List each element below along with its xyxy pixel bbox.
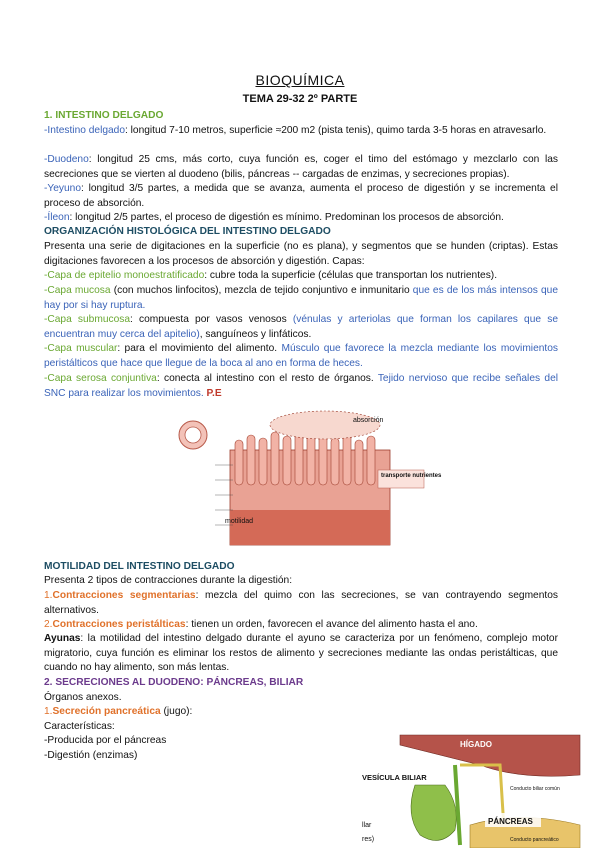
text-capa-mucosa: (con muchos linfocitos), mezcla de tejido conjuntivo e inmunitario: [110, 285, 413, 296]
note-capa-mucosa: que es de los más intensos que hay por si hay ruptura.: [44, 285, 558, 311]
list-item-digestion: -Digestión (enzimas): [44, 750, 138, 761]
term-capa-serosa: -Capa serosa conjuntiva: [44, 373, 157, 384]
text-ayunas: : la motilidad del intestino delgado durante el ayuno se caracteriza por un fenómeno, complejo motor migratorio, cuya función es eliminar los restos de alimento y secreciones mediante las ondas peristálticas, que cuando no hay alimento, son más lentas.: [44, 633, 558, 674]
num-sec1: 1.: [44, 706, 53, 717]
paragraph-ileon: [44, 211, 558, 226]
term-secrecion-pancreatica: Secreción pancreática: [52, 706, 161, 717]
term-ileon: -Íleon: [44, 212, 70, 223]
document-subtitle: TEMA 29-32 2º PARTE: [242, 93, 358, 105]
paragraph-yeyuno: [44, 182, 558, 211]
note-capa-serosa: Tejido nervioso que recibe señales del SNC para realizar los movimientos.: [44, 373, 558, 399]
paragraph-capa-mucosa: [44, 284, 558, 313]
note-capa-muscular: Músculo que favorece la mezcla mediante los movimientos peristálticos que hace que llegue de la boca al ano en forma de heces.: [44, 343, 558, 369]
num-mot1: 1.: [44, 590, 53, 601]
paragraph-intestino-delgado: [44, 124, 558, 139]
text-capa-submucosa-2: , sanguíneos y linfáticos.: [199, 328, 312, 340]
paragraph-capa-submucosa: [44, 313, 558, 342]
note-pe: P.E: [203, 387, 222, 399]
text-secrecion-pancreatica: (jugo):: [160, 706, 193, 717]
liver-pancreas-illustration: [360, 735, 580, 848]
text-capa-submucosa: : compuesta por vasos venosos: [130, 314, 293, 325]
num-mot2: 2.: [44, 619, 53, 630]
label-pancreas: PÁNCREAS: [488, 817, 533, 826]
label-vesicula: [362, 773, 427, 782]
paragraph-organos-anexos: Órganos anexos.: [44, 692, 122, 703]
section-heading-intestino: 1. INTESTINO DELGADO: [44, 110, 164, 121]
term-capa-epitelio: -Capa de epitelio monoestratificado: [44, 270, 205, 281]
paragraph-organizacion: Presenta una serie de digitaciones en la superficie (no es plana), y segmentos que se hunden (criptas). Estas digitaciones favorecen a los procesos de absorción y digestión. Capas:: [44, 241, 558, 267]
term-duodeno: -Duodeno: [44, 154, 89, 165]
term-capa-mucosa: -Capa mucosa: [44, 285, 111, 296]
label-higado: HÍGADO: [460, 740, 492, 749]
list-item-producida: -Producida por el páncreas: [44, 735, 167, 746]
paragraph-secrecion-pancreatica: [44, 705, 558, 720]
label-cut-2: res): [362, 836, 375, 843]
note-capa-submucosa: (vénulas y arteriolas que forman los capilares que se encuentran muy cerca del apitelio): [44, 314, 558, 340]
term-yeyuno: -Yeyuno: [44, 183, 82, 194]
paragraph-capa-serosa: [44, 372, 558, 401]
text-capa-epitelio: : cubre toda la superficie (células que transportan los nutrientes).: [204, 270, 498, 281]
text-ileon: : longitud 2/5 partes, el proceso de digestión es mínimo. Predominan los procesos de absorción.: [69, 212, 504, 223]
section-heading-organizacion: ORGANIZACIÓN HISTOLÓGICA DEL INTESTINO DELGADO: [44, 226, 331, 237]
label-absorcion: absorción: [353, 417, 384, 424]
label-caracteristicas: Características:: [44, 721, 115, 732]
intestine-wall-illustration: [175, 410, 442, 550]
text-intestino: : longitud 7-10 metros, superficie ≈200 m2 (pista tenis), quimo tarda 3-5 horas en atravesarlo.: [125, 125, 547, 136]
text-duodeno: : longitud 25 cms, más corto, cuya función es, coger el timo del estómago y mezclarlo con las secreciones que se vierten al duodeno (bilis, páncreas -- cargadas de enzimas, y secreciones propias).: [44, 154, 558, 180]
text-contracciones-segmentarias: : mezcla del quimo con las secreciones, se van contrayendo segmentos alternativos.: [44, 590, 558, 616]
text-capa-muscular: : para el movimiento del alimento.: [117, 343, 282, 354]
paragraph-capa-muscular: [44, 342, 558, 371]
label-vesicula-text: VESÍCULA BILIAR: [362, 773, 427, 782]
term-capa-submucosa: -Capa submucosa: [44, 314, 131, 325]
term-intestino: -Intestino delgado: [44, 125, 125, 136]
term-contracciones-segmentarias: Contracciones segmentarias: [52, 590, 196, 601]
section-heading-secreciones: 2. SECRECIONES AL DUODENO: PÁNCREAS, BILIAR: [44, 677, 304, 688]
paragraph-duodeno: [44, 153, 558, 182]
text-capa-serosa: : conecta al intestino con el resto de órganos.: [156, 373, 378, 384]
section-heading-motilidad: MOTILIDAD DEL INTESTINO DELGADO: [44, 561, 235, 572]
label-conducto-pancreatico: Conducto pancreático: [510, 837, 559, 843]
label-transporte: transporte nutrientes: [381, 473, 442, 479]
paragraph-motilidad: Presenta 2 tipos de contracciones durante la digestión:: [44, 575, 293, 586]
paragraph-contracciones-segmentarias: [44, 589, 558, 618]
label-conducto-biliar: Conducto biliar común: [510, 786, 560, 792]
label-motilidad: motilidad: [225, 518, 254, 525]
paragraph-contracciones-peristalticas: [44, 618, 558, 633]
text-contracciones-peristalticas: : tienen un orden, favorecen el avance del alimento hasta el ano.: [185, 619, 478, 630]
paragraph-ayunas: [44, 632, 558, 676]
document-title: BIOQUÍMICA: [255, 72, 345, 88]
term-capa-muscular: -Capa muscular: [44, 343, 118, 354]
paragraph-capa-epitelio: [44, 269, 558, 284]
label-cut-1: llar: [362, 822, 372, 829]
term-ayunas: Ayunas: [44, 633, 81, 644]
term-contracciones-peristalticas: Contracciones peristálticas: [52, 619, 186, 630]
text-yeyuno: : longitud 3/5 partes, a medida que se avanza, aumenta el proceso de digestión y se incrementa el proceso de absorción.: [44, 183, 558, 209]
